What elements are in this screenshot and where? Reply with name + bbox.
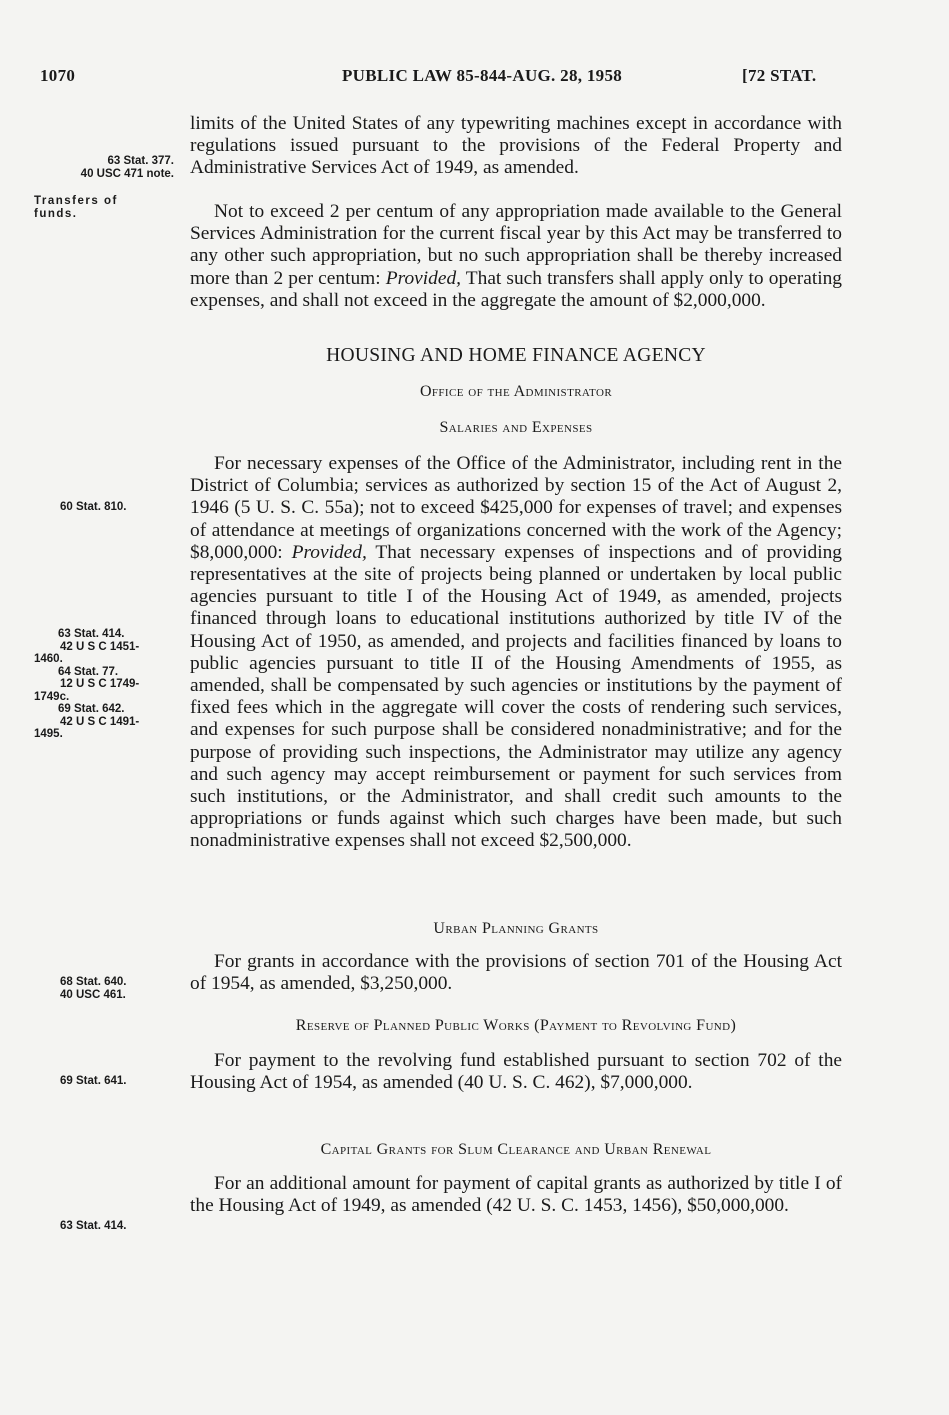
heading-housing-home-finance-agency: HOUSING AND HOME FINANCE AGENCY	[326, 345, 706, 366]
margin-note-68-stat-640: 68 Stat. 640. 40 USC 461.	[60, 976, 127, 1001]
paragraph-office-expenses: For necessary expenses of the Office of the Administrator, including rent in the District of Columbia; services as authorized by section 15 of the Act of August 2, 1946 (5 U. S. C. 55a); not to exceed $425,000 for expenses of travel; and expenses of attendance at meetings of organizations concerned with the work of the Agency; $8,000,000: Provided, That necessary expenses of inspections and of providing representatives at the site of projects being planned or undertaken by local public agencies pursuant to title I of the Housing Act of 1949, as amended, projects financed through loans to educational institutions authorized by title IV of the Housing Act of 1950, as amended, and projects and facilities financed by loans to public agencies pursuant to title II of the Housing Amendments of 1955, as amended, shall be compensated by such agencies or institutions by the payment of fixed fees which in the aggregate will cover the costs of rendering such services, and expenses for such purpose shall be considered nonadministrative; and for the purpose of providing such inspections, the Administrator may utilize any agency and such agency may accept reimbursement or payment for such services from such institutions, or the Administrator, and shall credit such amounts to the appropriations or funds against which such charges have been made, but such nonadministrative expenses shall not exceed $2,500,000.	[190, 453, 842, 852]
margin-note-housing-acts: 63 Stat. 414. 42 U S C 1451- 1460. 64 Stat. 77. 12 U S C 1749- 1749c. 69 Stat. 642. 42 U S C 1491- 1495.	[34, 628, 140, 740]
page-number: 1070	[40, 66, 76, 85]
volume-reference: [72 STAT.	[742, 66, 817, 85]
paragraph-capital-grants: For an additional amount for payment of capital grants as authorized by title I of the Housing Act of 1949, as amended (42 U. S. C. 1453, 1456), $50,000,000.	[190, 1173, 842, 1217]
margin-note-63-stat-414: 63 Stat. 414.	[60, 1220, 127, 1232]
heading-reserve-of-planned-public-works: Reserve of Planned Public Works (Payment to Revolving Fund)	[295, 1017, 737, 1034]
paragraph-revolving-fund: For payment to the revolving fund established pursuant to section 702 of the Housing Act of 1954, as amended (40 U. S. C. 462), $7,000,000.	[190, 1050, 842, 1094]
paragraph-transfers-of-funds: Not to exceed 2 per centum of any appropriation made available to the General Services Administration for the current fiscal year by this Act may be transferred to any other such appropriation, but no such appropriation shall be thereby increased more than 2 per centum: Provided, That such transfers shall apply only to operating expenses, and shall not exceed in the aggregate the amount of $2,000,000.	[190, 201, 842, 311]
margin-note-60-stat-810: 60 Stat. 810.	[60, 501, 127, 513]
margin-note-69-stat-641: 69 Stat. 641.	[60, 1075, 127, 1087]
page-header-title: PUBLIC LAW 85-844-AUG. 28, 1958	[342, 66, 623, 85]
heading-capital-grants-slum-clearance: Capital Grants for Slum Clearance and Urban Renewal	[320, 1141, 712, 1158]
heading-office-of-administrator: Office of the Administrator	[419, 383, 613, 400]
paragraph-urban-planning-grants: For grants in accordance with the provisions of section 701 of the Housing Act of 1954, as amended, $3,250,000.	[190, 951, 842, 995]
heading-salaries-and-expenses: Salaries and Expenses	[439, 419, 593, 436]
paragraph-typewriter-limits: limits of the United States of any typewriting machines except in accordance with regulations issued pursuant to the provisions of the Federal Property and Administrative Services Act of 1949, as amended.	[190, 113, 842, 179]
heading-urban-planning-grants: Urban Planning Grants	[433, 920, 599, 937]
margin-note-transfers-of-funds: Transfers of funds.	[34, 195, 118, 220]
margin-note-63-stat-377: 63 Stat. 377. 40 USC 471 note.	[80, 155, 174, 180]
